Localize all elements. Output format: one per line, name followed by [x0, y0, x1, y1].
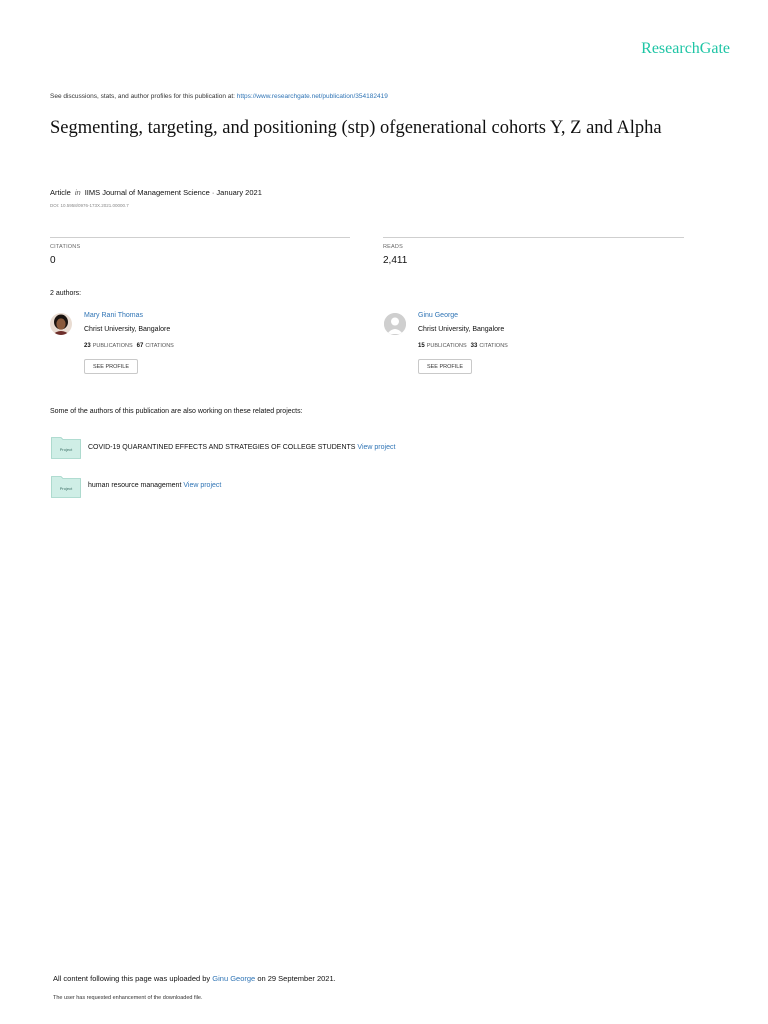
view-project-link[interactable]: View project	[357, 444, 396, 451]
see-profile-button[interactable]: SEE PROFILE	[84, 359, 138, 374]
related-projects-heading: Some of the authors of this publication are also working on these related projects:	[50, 408, 303, 415]
author-stats	[84, 343, 178, 349]
project-folder-icon	[51, 435, 81, 459]
researchgate-logo[interactable]: ResearchGate	[641, 40, 730, 57]
project-item	[88, 482, 221, 489]
project-title: human resource management	[88, 482, 182, 489]
svg-text:Project: Project	[59, 447, 73, 452]
authors-heading: 2 authors:	[50, 290, 82, 297]
reads-divider	[383, 237, 684, 238]
article-type: Article	[50, 188, 71, 197]
author-name-link[interactable]: Ginu George	[418, 312, 459, 319]
discussion-line	[50, 93, 388, 100]
citations-label: CITATIONS	[145, 343, 174, 349]
reads-label: READS	[383, 244, 403, 250]
svg-text:Project: Project	[59, 486, 73, 491]
discussion-text: See discussions, stats, and author profiles for this publication at:	[50, 93, 237, 100]
publications-label: PUBLICATIONS	[426, 343, 467, 349]
avatar[interactable]	[50, 313, 72, 335]
default-user-icon	[384, 313, 406, 335]
project-item	[88, 444, 395, 451]
publication-url-link[interactable]: https://www.researchgate.net/publication/354182419	[236, 93, 388, 100]
upload-prefix: All content following this page was uploaded by	[53, 974, 213, 983]
publications-count: 23	[84, 343, 91, 349]
citations-count: 67	[136, 343, 144, 349]
citations-label: CITATIONS	[50, 244, 81, 250]
avatar[interactable]	[384, 313, 406, 335]
article-meta	[50, 188, 262, 197]
see-profile-button[interactable]: SEE PROFILE	[418, 359, 472, 374]
citations-divider	[50, 237, 350, 238]
upload-note	[53, 974, 336, 983]
author-affiliation: Christ University, Bangalore	[84, 326, 171, 333]
publications-count: 15	[418, 343, 425, 349]
enhancement-note: The user has requested enhancement of the downloaded file.	[53, 995, 203, 1001]
citations-count: 33	[470, 343, 478, 349]
project-folder-icon	[51, 474, 81, 498]
upload-suffix: on 29 September 2021.	[255, 974, 336, 983]
page-title: Segmenting, targeting, and positioning (stp) ofgenerational cohorts Y, Z and Alpha	[50, 118, 662, 138]
citations-value: 0	[50, 255, 56, 266]
author-name-link[interactable]: Mary Rani Thomas	[84, 312, 144, 319]
journal-date: IIMS Journal of Management Science · January 2021	[84, 188, 262, 197]
uploader-link[interactable]: Ginu George	[212, 974, 256, 983]
author-affiliation: Christ University, Bangalore	[418, 326, 505, 333]
in-label: in	[74, 188, 81, 197]
project-title: COVID-19 QUARANTINED EFFECTS AND STRATEGIES OF COLLEGE STUDENTS	[88, 444, 356, 451]
doi: DOI: 10.5958/0976-173X.2021.00000.7	[50, 203, 129, 208]
publications-label: PUBLICATIONS	[92, 343, 133, 349]
view-project-link[interactable]: View project	[183, 482, 222, 489]
author-stats	[418, 343, 512, 349]
reads-value: 2,411	[383, 255, 408, 266]
author-photo-icon	[50, 313, 72, 335]
citations-label: CITATIONS	[479, 343, 508, 349]
